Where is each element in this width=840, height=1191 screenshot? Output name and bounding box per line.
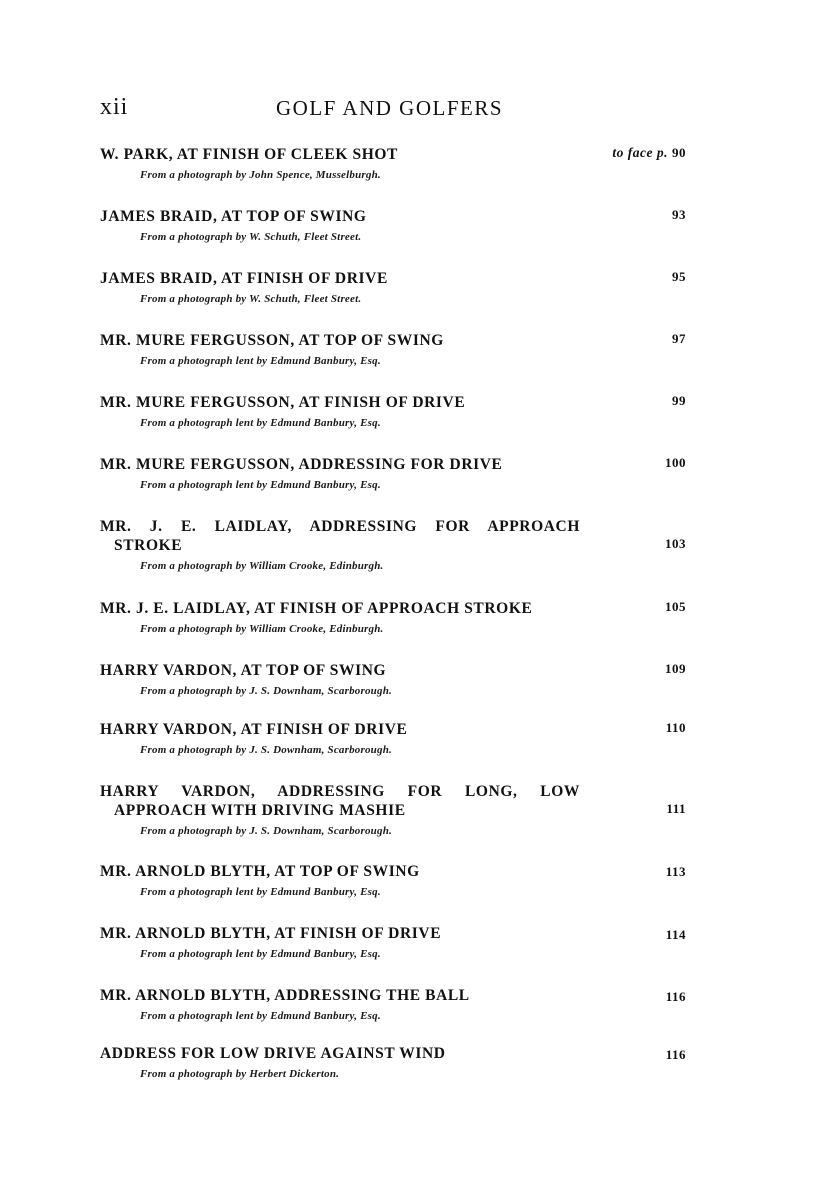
entry-title bbox=[100, 393, 580, 412]
entry-title bbox=[100, 207, 580, 226]
entry-title-line: STROKE bbox=[114, 537, 183, 554]
entry-title bbox=[100, 517, 580, 555]
entry-page-ref bbox=[672, 393, 686, 409]
entry-title bbox=[100, 455, 580, 474]
entry-title-line: MR. J. E. LAIDLAY, AT FINISH OF APPROACH STROKE bbox=[100, 600, 533, 617]
list-item bbox=[100, 207, 690, 243]
list-item bbox=[100, 331, 690, 367]
entry-title-line: JAMES BRAID, AT FINISH OF DRIVE bbox=[100, 270, 388, 287]
entry-title-line: JAMES BRAID, AT TOP OF SWING bbox=[100, 208, 367, 225]
entry-page-ref bbox=[666, 989, 686, 1005]
entry-title-line: MR. ARNOLD BLYTH, AT FINISH OF DRIVE bbox=[100, 925, 442, 942]
entry-page-ref bbox=[665, 661, 686, 677]
page-number-value: 105 bbox=[665, 599, 686, 614]
entry-page-ref bbox=[672, 207, 686, 223]
entry-credit: From a photograph lent by Edmund Banbury, Esq. bbox=[140, 417, 381, 429]
entry-page-ref bbox=[666, 1047, 686, 1063]
list-item bbox=[100, 661, 690, 697]
entry-credit: From a photograph by William Crooke, Edinburgh. bbox=[140, 623, 384, 635]
page-number: xii bbox=[100, 94, 129, 120]
entry-title-line: HARRY VARDON, ADDRESSING FOR LONG, LOW bbox=[100, 783, 580, 800]
entry-page-ref bbox=[666, 720, 686, 736]
list-item bbox=[100, 720, 690, 756]
entry-title-line: HARRY VARDON, AT TOP OF SWING bbox=[100, 662, 387, 679]
page-number-value: 99 bbox=[672, 393, 686, 408]
entry-title-line: MR. MURE FERGUSSON, ADDRESSING FOR DRIVE bbox=[100, 456, 503, 473]
entry-title bbox=[100, 924, 580, 943]
entry-page-ref bbox=[665, 599, 686, 615]
entry-credit: From a photograph lent by Edmund Banbury, Esq. bbox=[140, 886, 381, 898]
list-item bbox=[100, 455, 690, 491]
page-number-value: 111 bbox=[666, 801, 686, 816]
entry-credit: From a photograph lent by Edmund Banbury, Esq. bbox=[140, 948, 381, 960]
entry-page-ref bbox=[665, 536, 686, 552]
page-number-value: 103 bbox=[665, 536, 686, 551]
entry-page-ref bbox=[666, 927, 686, 943]
entry-credit: From a photograph by J. S. Downham, Scarborough. bbox=[140, 825, 392, 837]
entry-title-line: APPROACH WITH DRIVING MASHIE bbox=[114, 802, 406, 819]
page-number-value: 100 bbox=[665, 455, 686, 470]
list-item bbox=[100, 1044, 690, 1080]
entry-credit: From a photograph by J. S. Downham, Scarborough. bbox=[140, 744, 392, 756]
page-number-value: 113 bbox=[665, 864, 686, 879]
entry-page-ref bbox=[612, 145, 686, 161]
entry-title bbox=[100, 862, 580, 881]
entry-title bbox=[100, 145, 580, 164]
entry-title-line: MR. J. E. LAIDLAY, ADDRESSING FOR APPROACH bbox=[100, 518, 580, 535]
entry-credit: From a photograph lent by Edmund Banbury, Esq. bbox=[140, 1010, 381, 1022]
entry-title-line: HARRY VARDON, AT FINISH OF DRIVE bbox=[100, 721, 408, 738]
entry-credit: From a photograph by William Crooke, Edinburgh. bbox=[140, 560, 384, 572]
entry-page-ref bbox=[666, 801, 686, 817]
page-number-value: 109 bbox=[665, 661, 686, 676]
page-number-value: 93 bbox=[672, 207, 686, 222]
entry-page-ref bbox=[672, 331, 686, 347]
page-number-value: 116 bbox=[665, 989, 686, 1004]
entry-credit: From a photograph lent by Edmund Banbury, Esq. bbox=[140, 479, 381, 491]
entry-title bbox=[100, 986, 580, 1005]
list-item bbox=[100, 393, 690, 429]
list-item bbox=[100, 782, 690, 837]
entry-title bbox=[100, 269, 580, 288]
list-item bbox=[100, 862, 690, 898]
entry-page-ref bbox=[672, 269, 686, 285]
list-item bbox=[100, 517, 690, 572]
entry-title-line: W. PARK, AT FINISH OF CLEEK SHOT bbox=[100, 146, 398, 163]
list-item bbox=[100, 269, 690, 305]
entry-credit: From a photograph by W. Schuth, Fleet Street. bbox=[140, 293, 362, 305]
page-number-value: 116 bbox=[665, 1047, 686, 1062]
entry-title bbox=[100, 661, 580, 680]
list-item bbox=[100, 924, 690, 960]
entry-credit: From a photograph by Herbert Dickerton. bbox=[140, 1068, 340, 1080]
entry-title bbox=[100, 331, 580, 350]
page-number-value: 90 bbox=[672, 145, 686, 160]
entry-page-ref bbox=[665, 455, 686, 471]
page-prefix: to face p. bbox=[612, 145, 668, 160]
entry-credit: From a photograph by J. S. Downham, Scarborough. bbox=[140, 685, 392, 697]
entry-title bbox=[100, 720, 580, 739]
page-number-value: 110 bbox=[665, 720, 686, 735]
running-head: GOLF AND GOLFERS bbox=[276, 96, 504, 120]
entry-title-line: MR. MURE FERGUSSON, AT FINISH OF DRIVE bbox=[100, 394, 466, 411]
entry-credit: From a photograph lent by Edmund Banbury, Esq. bbox=[140, 355, 381, 367]
page-number-value: 114 bbox=[665, 927, 686, 942]
entry-page-ref bbox=[666, 864, 686, 880]
page-number-value: 97 bbox=[672, 331, 686, 346]
list-item bbox=[100, 145, 690, 181]
page-number-value: 95 bbox=[672, 269, 686, 284]
entry-title bbox=[100, 599, 580, 618]
entry-title-line: ADDRESS FOR LOW DRIVE AGAINST WIND bbox=[100, 1045, 446, 1062]
entry-credit: From a photograph by W. Schuth, Fleet Street. bbox=[140, 231, 362, 243]
entry-credit: From a photograph by John Spence, Musselburgh. bbox=[140, 169, 381, 181]
list-item bbox=[100, 986, 690, 1022]
entry-title-line: MR. ARNOLD BLYTH, ADDRESSING THE BALL bbox=[100, 987, 470, 1004]
entry-title bbox=[100, 1044, 580, 1063]
entry-title-line: MR. ARNOLD BLYTH, AT TOP OF SWING bbox=[100, 863, 420, 880]
entry-title bbox=[100, 782, 580, 820]
entry-title-line: MR. MURE FERGUSSON, AT TOP OF SWING bbox=[100, 332, 444, 349]
list-item bbox=[100, 599, 690, 635]
